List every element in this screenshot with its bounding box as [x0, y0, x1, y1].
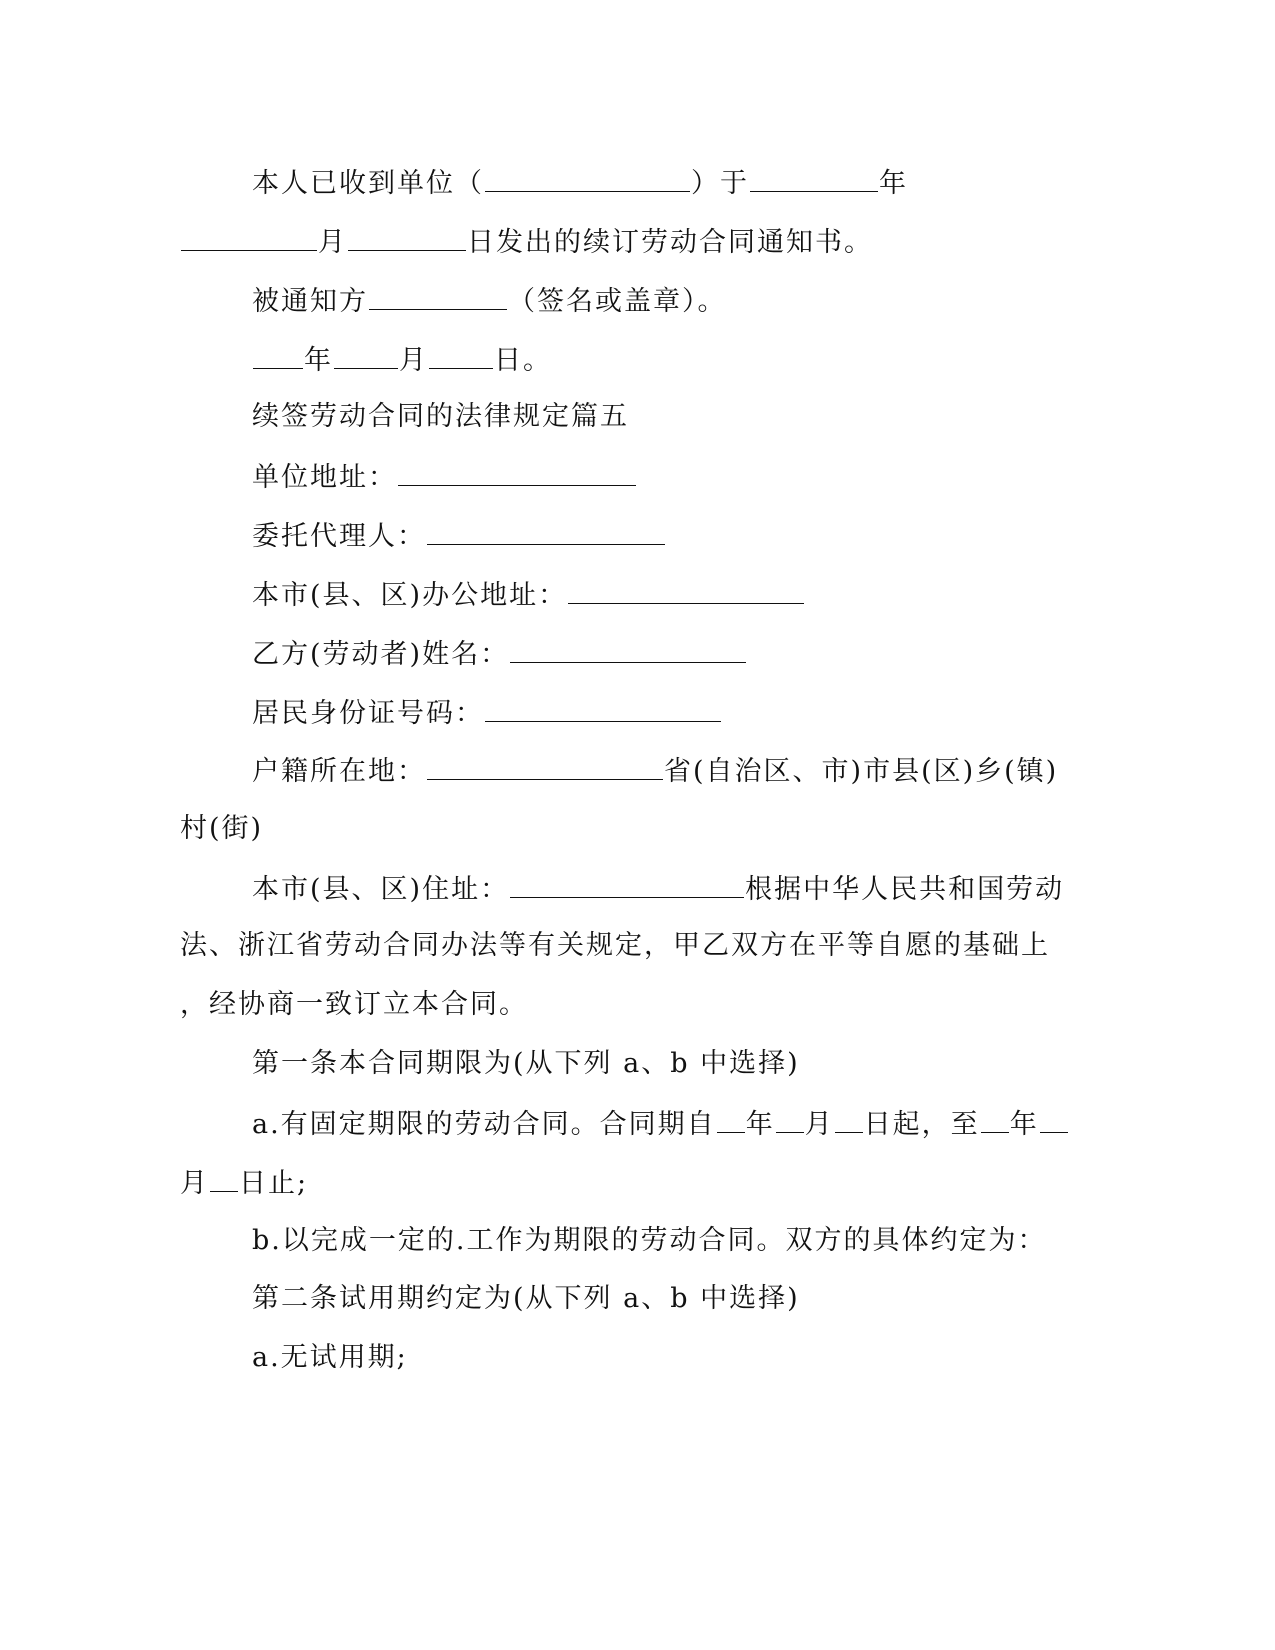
year-blank[interactable]	[750, 165, 878, 192]
text: （签名或盖章）。	[508, 286, 727, 317]
section-heading	[252, 400, 629, 434]
article-one-heading	[252, 1047, 800, 1081]
text: 第一条本合同期限为(从下列 a、b 中选择)	[252, 1048, 800, 1079]
unit-address-line	[252, 459, 637, 495]
notified-party-line	[252, 283, 727, 319]
task-term-line	[252, 1224, 1046, 1258]
text: 日发出的续订劳动合同通知书。	[467, 227, 873, 258]
date-line	[252, 342, 552, 378]
household-line-cont	[180, 812, 263, 846]
fixed-term-line-cont	[180, 1165, 308, 1201]
text: 村(街)	[180, 813, 264, 844]
text: 第二条试用期约定为(从下列 a、b 中选择)	[252, 1283, 800, 1314]
residence-blank[interactable]	[510, 871, 744, 898]
no-probation-line	[252, 1341, 408, 1375]
employee-name-blank[interactable]	[510, 636, 746, 663]
text: 月	[399, 345, 428, 376]
text: 月	[180, 1168, 209, 1199]
text: ）于	[691, 168, 749, 199]
text: ，经协商一致订立本合同。	[180, 989, 528, 1020]
unit-address-blank[interactable]	[398, 459, 636, 486]
start-month-blank[interactable]	[776, 1106, 804, 1133]
paragraph-line	[180, 929, 1050, 963]
text: 根据中华人民共和国劳动	[745, 874, 1065, 905]
article-two-heading	[252, 1282, 800, 1316]
residence-line	[252, 871, 1064, 907]
text: 日止;	[239, 1168, 309, 1199]
text: 本市(县、区)住址：	[252, 874, 510, 905]
text: 法、浙江省劳动合同办法等有关规定，甲乙双方在平等自愿的基础上	[180, 930, 1050, 961]
receipt-statement-line-2	[180, 224, 873, 260]
household-blank[interactable]	[427, 753, 663, 780]
text: a.无试用期;	[252, 1342, 408, 1373]
id-number-blank[interactable]	[485, 695, 721, 722]
agent-blank[interactable]	[427, 518, 665, 545]
text: 年	[304, 345, 333, 376]
day-blank[interactable]	[348, 224, 466, 251]
agent-line	[252, 518, 666, 554]
receipt-statement-line-1	[252, 165, 908, 201]
text: 省(自治区、市)市县(区)乡(镇)	[664, 756, 1059, 787]
year-blank[interactable]	[253, 342, 303, 369]
office-address-line	[252, 577, 805, 613]
text: 年	[879, 168, 908, 199]
month-blank[interactable]	[334, 342, 398, 369]
text: 单位地址：	[252, 462, 397, 493]
start-year-blank[interactable]	[717, 1106, 745, 1133]
end-day-blank[interactable]	[210, 1165, 238, 1192]
household-line	[252, 753, 1058, 789]
text: 委托代理人：	[252, 521, 426, 552]
text: 本市(县、区)办公地址：	[252, 580, 568, 611]
text: b.以完成一定的.工作为期限的劳动合同。双方的具体约定为：	[252, 1225, 1047, 1256]
end-month-blank[interactable]	[1040, 1106, 1068, 1133]
text: 月	[318, 227, 347, 258]
paragraph-line	[180, 988, 528, 1022]
text: 续签劳动合同的法律规定篇五	[252, 401, 629, 432]
fixed-term-line	[252, 1106, 1069, 1142]
text: a.有固定期限的劳动合同。合同期自	[252, 1109, 716, 1140]
employee-name-line	[252, 636, 747, 672]
office-address-blank[interactable]	[568, 577, 804, 604]
month-blank[interactable]	[181, 224, 317, 251]
text: 被通知方	[252, 286, 368, 317]
unit-name-blank[interactable]	[485, 165, 690, 192]
text: 日。	[494, 345, 552, 376]
text: 户籍所在地：	[252, 756, 426, 787]
text: 年	[1009, 1109, 1039, 1140]
text: 日起，至	[863, 1109, 980, 1140]
end-year-blank[interactable]	[981, 1106, 1009, 1133]
text: 本人已收到单位（	[252, 168, 484, 199]
text: 乙方(劳动者)姓名：	[252, 639, 510, 670]
start-day-blank[interactable]	[835, 1106, 863, 1133]
day-blank[interactable]	[429, 342, 493, 369]
signature-blank[interactable]	[369, 283, 507, 310]
text: 年	[745, 1109, 775, 1140]
text: 居民身份证号码：	[252, 698, 484, 729]
id-number-line	[252, 695, 722, 731]
text: 月	[804, 1109, 834, 1140]
